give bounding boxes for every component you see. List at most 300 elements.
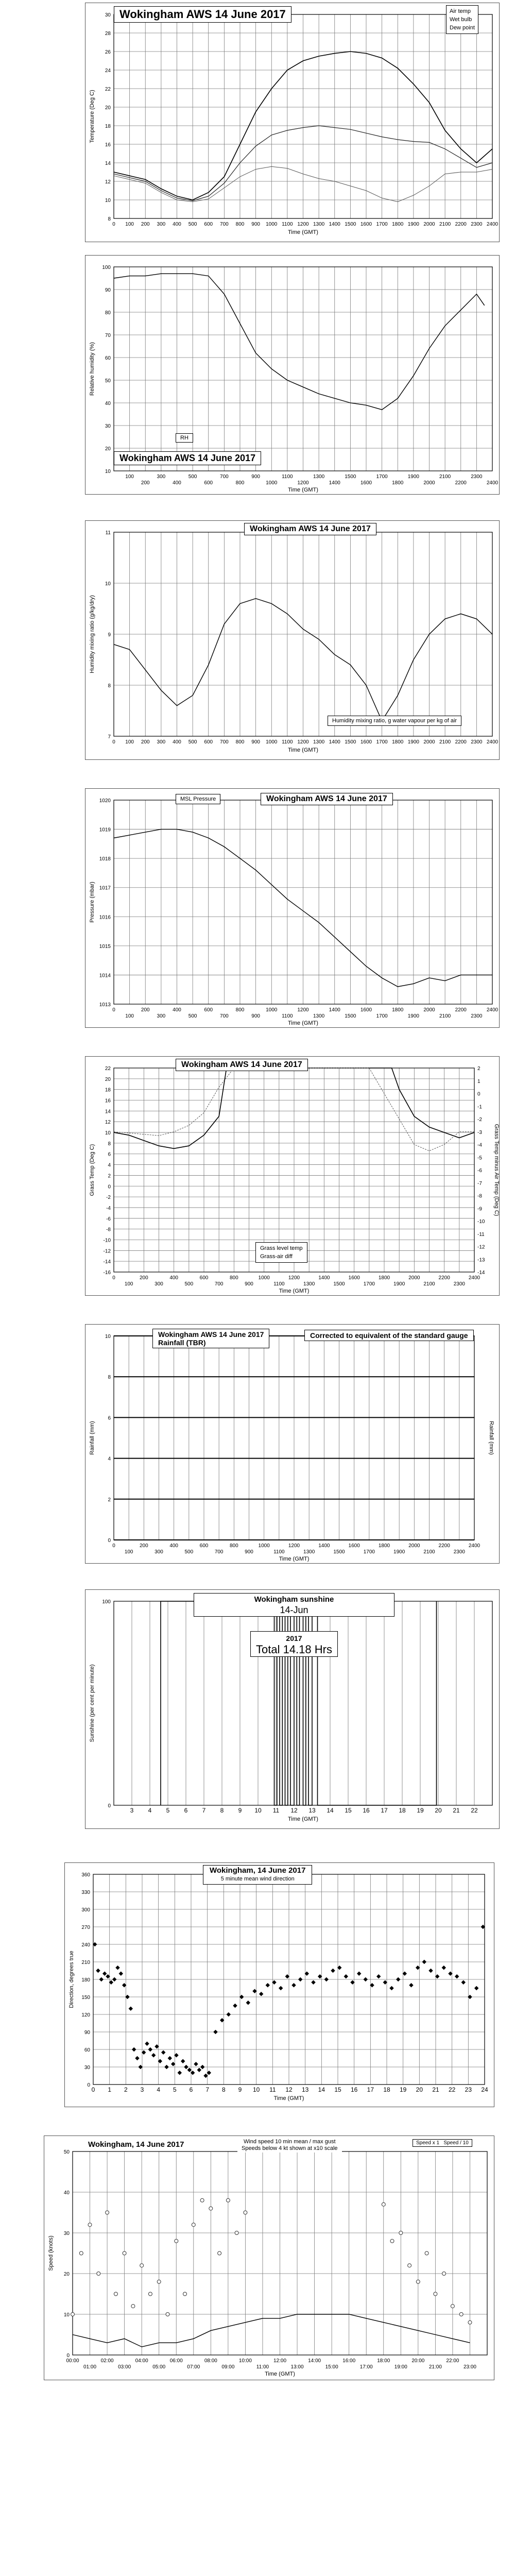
pressure-chart-title: Wokingham AWS 14 June 2017 (261, 793, 393, 805)
y-tick-label: 12 (105, 1120, 111, 1126)
x-tick-label: 2000 (423, 480, 435, 486)
x-tick-label: 10:00 (238, 2358, 252, 2364)
x-tick-label: 1600 (360, 739, 372, 745)
direction-point (96, 1969, 100, 1973)
y-right-tick-label: -7 (477, 1180, 482, 1187)
direction-point (161, 2050, 165, 2054)
y-tick-label: 60 (105, 355, 111, 361)
y-tick-label: 40 (63, 2190, 70, 2196)
x-tick-label: 1500 (345, 222, 356, 227)
y-tick-label: 28 (105, 31, 111, 37)
x-tick-label: 0 (112, 1275, 115, 1281)
x-tick-label: 500 (188, 474, 197, 480)
y-tick-label: 10 (105, 469, 111, 474)
y-tick-label: 20 (105, 446, 111, 452)
x-tick-label: 400 (173, 222, 181, 227)
x-tick-label: 100 (125, 739, 134, 745)
y-tick-label: 4 (108, 1162, 111, 1168)
x-tick-label: 2400 (468, 1275, 480, 1281)
rainfall-subtitle: Rainfall (TBR) (158, 1338, 206, 1347)
x-tick-label: 200 (141, 1007, 150, 1013)
x-tick-label: 05:00 (152, 2364, 166, 2370)
y-tick-label: 50 (63, 2149, 70, 2155)
y-tick-label: 20 (63, 2272, 70, 2277)
direction-point (324, 1977, 329, 1981)
x-tick-label: 22:00 (446, 2358, 459, 2364)
direction-point (151, 2053, 156, 2057)
x-tick-label: 1100 (273, 1281, 285, 1287)
x-tick-label: 12:00 (273, 2358, 287, 2364)
x-tick-label: 4 (148, 1807, 152, 1814)
x-tick-label: 1200 (297, 739, 309, 745)
x-axis-label: Time (GMT) (279, 1288, 310, 1294)
x-tick-label: 2000 (423, 222, 435, 227)
rainfall-title-line: Wokingham AWS 14 June 2017 (158, 1330, 264, 1338)
x-tick-label: 24 (481, 2086, 488, 2093)
wind-direction-chart (64, 1862, 494, 2107)
speed-div10-point (459, 2313, 463, 2316)
y-axis-label: Humidity mixing ratio (g/kg/dry) (89, 595, 95, 673)
x-tick-label: 800 (229, 1543, 238, 1549)
y-tick-label: 0 (87, 2082, 90, 2088)
direction-point (311, 1980, 315, 1984)
x-tick-label: 100 (125, 222, 134, 227)
x-tick-label: 1800 (392, 480, 404, 486)
y-axis-label: Pressure (mbar) (89, 882, 95, 923)
x-tick-label: 01:00 (83, 2364, 97, 2370)
relative-humidity-chart (85, 255, 500, 495)
x-tick-label: 1000 (266, 1007, 278, 1013)
x-tick-label: 7 (205, 2086, 210, 2093)
x-tick-label: 1400 (329, 480, 340, 486)
x-tick-label: 2300 (471, 474, 483, 480)
x-tick-label: 2400 (486, 739, 499, 745)
y-tick-label: 14 (105, 161, 111, 166)
y-tick-label: -12 (103, 1248, 111, 1255)
y-axis-label: Grass Temp (Deg C) (89, 1144, 95, 1196)
x-tick-label: 1600 (360, 222, 372, 227)
direction-point (99, 1977, 104, 1981)
x-tick-label: 1500 (333, 1549, 345, 1555)
wind-speed-chart (44, 2136, 494, 2380)
mixing-ratio-chart-title: Wokingham AWS 14 June 2017 (244, 523, 376, 535)
x-tick-label: 1000 (258, 1543, 270, 1549)
x-tick-label: 1900 (407, 222, 419, 227)
y-right-tick-label: -8 (477, 1193, 482, 1199)
x-tick-label: 22 (471, 1807, 478, 1814)
temperature-chart (85, 3, 500, 242)
rainfall-chart (85, 1324, 500, 1564)
x-tick-label: 1000 (266, 480, 278, 486)
x-tick-label: 1200 (297, 480, 309, 486)
y-tick-label: 4 (108, 1456, 111, 1462)
x-tick-label: 1400 (318, 1275, 330, 1281)
x-tick-label: 1400 (329, 1007, 340, 1013)
y-tick-label: 30 (63, 2231, 70, 2236)
x-tick-label: 10 (254, 1807, 262, 1814)
speed-div10-point (390, 2239, 394, 2243)
direction-point (168, 2056, 172, 2060)
y-tick-label: 18 (105, 124, 111, 129)
pressure-legend: MSL Pressure (176, 794, 220, 804)
speed-div10-point (131, 2304, 135, 2308)
x-tick-label: 700 (220, 474, 229, 480)
temperature-legend (446, 5, 478, 34)
y-tick-label: 180 (81, 1977, 90, 1983)
x-tick-label: 400 (173, 739, 181, 745)
x-tick-label: 1700 (376, 474, 388, 480)
y-tick-label: 10 (105, 581, 111, 587)
x-tick-label: 0 (112, 1007, 115, 1013)
y-tick-label: 1016 (99, 914, 111, 921)
direction-point (461, 1980, 466, 1984)
x-tick-label: 11 (272, 1807, 280, 1814)
x-tick-label: 1 (108, 2086, 112, 2093)
x-tick-label: 1300 (303, 1549, 315, 1555)
x-tick-label: 500 (188, 1013, 197, 1019)
x-tick-label: 1300 (313, 222, 325, 227)
x-tick-label: 6 (184, 1807, 188, 1814)
sunshine-total: Total 14.18 Hrs (256, 1643, 332, 1656)
speed-div10-point (399, 2231, 403, 2235)
x-tick-label: 02:00 (100, 2358, 114, 2364)
x-tick-label: 2100 (439, 474, 451, 480)
x-tick-label: 2200 (455, 739, 467, 745)
y-tick-label: 2 (108, 1173, 111, 1179)
y-axis-label: Relative humidity (%) (89, 342, 95, 396)
x-tick-label: 16:00 (342, 2358, 356, 2364)
direction-point (266, 1983, 270, 1987)
y-tick-label: 80 (105, 310, 111, 316)
y-axis-label: Direction, degrees true (68, 1951, 75, 2008)
y-right-tick-label: -14 (477, 1270, 485, 1276)
y-tick-label: 11 (105, 530, 111, 536)
x-tick-label: 1900 (407, 739, 419, 745)
x-tick-label: 22 (448, 2086, 456, 2093)
speed-div10-point (114, 2292, 117, 2296)
y-tick-label: 90 (105, 287, 111, 293)
x-tick-label: 400 (169, 1543, 179, 1549)
y-tick-label: 1014 (99, 973, 111, 979)
y-right-tick-label: -13 (477, 1257, 485, 1263)
y-tick-label: 6 (108, 1151, 111, 1158)
y-tick-label: 9 (108, 632, 111, 638)
direction-point (115, 1965, 119, 1970)
y-tick-label: 16 (105, 142, 111, 148)
x-tick-label: 20:00 (411, 2358, 425, 2364)
speed-div10-point (451, 2304, 454, 2308)
x-tick-label: 800 (235, 1007, 245, 1013)
x-tick-label: 3 (130, 1807, 134, 1814)
speed-div10-point (382, 2202, 385, 2206)
x-tick-label: 1700 (376, 222, 388, 227)
x-tick-label: 0 (112, 739, 115, 745)
x-tick-label: 700 (214, 1281, 224, 1287)
x-tick-label: 1100 (282, 739, 293, 745)
y-tick-label: 100 (102, 1599, 111, 1605)
y-right-tick-label: -9 (477, 1206, 482, 1212)
x-tick-label: 14 (318, 2086, 325, 2093)
x-tick-label: 2000 (423, 1007, 435, 1013)
x-tick-label: 1600 (348, 1275, 360, 1281)
x-tick-label: 2200 (438, 1275, 450, 1281)
wind-direction-plot (65, 1863, 495, 2108)
x-tick-label: 700 (220, 739, 229, 745)
y-tick-label: 30 (105, 423, 111, 429)
y-right-tick-label: -6 (477, 1168, 482, 1174)
x-tick-label: 1800 (392, 739, 404, 745)
x-tick-label: 1500 (345, 739, 356, 745)
y-tick-label: 30 (105, 12, 111, 18)
x-tick-label: 12 (290, 1807, 298, 1814)
y-tick-label: 270 (81, 1925, 90, 1930)
direction-point (279, 1986, 283, 1990)
direction-point (344, 1974, 348, 1978)
y-tick-label: 1013 (99, 1002, 111, 1008)
x-tick-label: 1300 (303, 1281, 315, 1287)
x-tick-label: 2300 (471, 739, 483, 745)
x-tick-label: 2300 (471, 222, 483, 227)
x-tick-label: 23 (465, 2086, 472, 2093)
speed-div10-point (226, 2198, 230, 2202)
grass-legend (255, 1242, 307, 1263)
x-tick-label: 20 (416, 2086, 423, 2093)
speed-div10-point (123, 2251, 126, 2255)
speed-div10-point (218, 2251, 221, 2255)
x-tick-label: 2200 (438, 1543, 450, 1549)
x-tick-label: 17:00 (359, 2364, 373, 2370)
x-tick-label: 15 (345, 1807, 352, 1814)
x-tick-label: 400 (173, 1007, 181, 1013)
x-tick-label: 600 (199, 1543, 209, 1549)
direction-point (331, 1969, 335, 1973)
speed-div10-point (200, 2198, 204, 2202)
y-tick-label: 1019 (99, 827, 111, 833)
y-tick-label: 8 (108, 216, 111, 222)
y-tick-label: 8 (108, 683, 111, 689)
speed-div10-point (148, 2292, 152, 2296)
x-tick-label: 9 (238, 2086, 242, 2093)
direction-point (442, 1965, 446, 1970)
x-tick-label: 700 (220, 222, 229, 227)
x-tick-label: 700 (220, 1013, 229, 1019)
speed-div10-point (425, 2251, 428, 2255)
sunshine-title: Wokingham sunshine (254, 1595, 334, 1604)
speed-div10-point (192, 2223, 195, 2227)
x-tick-label: 900 (251, 1013, 260, 1019)
rainfall-chart-title (152, 1329, 269, 1348)
speed-div10-point (209, 2207, 213, 2210)
wind-speed-legend (413, 2139, 472, 2147)
legend-dew-point: Dew point (450, 25, 475, 31)
y-tick-label: 1017 (99, 885, 111, 891)
legend-grass-level-temp: Grass level temp (260, 1245, 303, 1251)
direction-point (376, 1974, 381, 1978)
x-tick-label: 1800 (392, 222, 404, 227)
y-tick-label: 330 (81, 1890, 90, 1895)
x-tick-label: 18:00 (377, 2358, 390, 2364)
x-tick-label: 3 (140, 2086, 144, 2093)
x-tick-label: 1700 (363, 1549, 375, 1555)
y-tick-label: 14 (105, 1109, 111, 1115)
direction-point (474, 1986, 478, 1990)
x-tick-label: 00:00 (66, 2358, 79, 2364)
x-tick-label: 19:00 (394, 2364, 407, 2370)
y-tick-label: 0 (108, 1803, 111, 1809)
x-tick-label: 5 (173, 2086, 177, 2093)
direction-point (102, 1971, 107, 1975)
x-tick-label: 1400 (329, 222, 340, 227)
temperature-plot (85, 3, 500, 243)
x-axis-label: Time (GMT) (273, 2095, 304, 2102)
direction-point (145, 2041, 149, 2045)
x-tick-label: 1400 (329, 739, 340, 745)
y-right-tick-label: -12 (477, 1244, 485, 1250)
direction-point (396, 1977, 400, 1981)
direction-point (129, 2006, 133, 2010)
y-tick-label: 18 (105, 1087, 111, 1093)
x-tick-label: 1600 (360, 480, 372, 486)
x-tick-label: 10 (252, 2086, 260, 2093)
x-tick-label: 500 (184, 1281, 194, 1287)
x-tick-label: 600 (204, 480, 213, 486)
x-tick-label: 300 (157, 222, 166, 227)
x-tick-label: 2 (124, 2086, 128, 2093)
x-tick-label: 2100 (439, 222, 451, 227)
x-tick-label: 500 (188, 222, 197, 227)
rh-legend: RH (176, 433, 193, 443)
x-axis-label: Time (GMT) (288, 1020, 318, 1026)
x-tick-label: 15 (334, 2086, 341, 2093)
y-tick-label: 20 (105, 1076, 111, 1082)
speed-div10-point (140, 2264, 144, 2267)
sunshine-year: 2017 (286, 1634, 302, 1642)
x-tick-label: 2100 (423, 1549, 435, 1555)
x-tick-label: 300 (157, 739, 166, 745)
y-right-tick-label: -10 (477, 1219, 485, 1225)
x-tick-label: 2200 (455, 1007, 467, 1013)
y-tick-label: 210 (81, 1960, 90, 1965)
x-axis-label: Time (GMT) (288, 487, 318, 493)
x-tick-label: 2100 (439, 1013, 451, 1019)
y-tick-label: 90 (84, 2030, 90, 2036)
mixing-ratio-chart (85, 520, 500, 760)
y-tick-label: 240 (81, 1942, 90, 1948)
sunshine-title-box (194, 1593, 394, 1617)
x-tick-label: 600 (204, 739, 213, 745)
y-tick-label: 26 (105, 49, 111, 55)
x-tick-label: 2100 (439, 739, 451, 745)
x-tick-label: 4 (157, 2086, 161, 2093)
speed-div10-point (244, 2211, 247, 2214)
y-tick-label: 22 (105, 87, 111, 92)
y-tick-label: 8 (108, 1375, 111, 1381)
speed-div10-point (106, 2211, 109, 2214)
x-tick-label: 13 (301, 2086, 309, 2093)
x-tick-label: 1200 (297, 222, 309, 227)
x-tick-label: 1400 (318, 1543, 330, 1549)
x-tick-label: 2200 (455, 480, 467, 486)
y-tick-label: 360 (81, 1872, 90, 1878)
y-tick-label: -2 (106, 1195, 111, 1201)
y-tick-label: 12 (105, 179, 111, 185)
x-tick-label: 12 (285, 2086, 293, 2093)
x-tick-label: 13 (308, 1807, 316, 1814)
x-tick-label: 100 (125, 474, 134, 480)
x-axis-label: Time (GMT) (288, 747, 318, 753)
y-tick-label: 100 (102, 265, 111, 270)
x-tick-label: 07:00 (187, 2364, 200, 2370)
x-tick-label: 800 (235, 222, 245, 227)
wind-direction-title-box (203, 1865, 312, 1885)
x-tick-label: 200 (139, 1275, 148, 1281)
direction-point (112, 1977, 116, 1981)
y-tick-label: 10 (105, 198, 111, 204)
direction-point (259, 1992, 263, 1996)
x-tick-label: 800 (229, 1275, 238, 1281)
speed-div10-point (88, 2223, 92, 2227)
x-tick-label: 6 (189, 2086, 193, 2093)
rainfall-plot (85, 1325, 500, 1564)
y-tick-label: 0 (108, 1184, 111, 1190)
x-tick-label: 18 (399, 1807, 406, 1814)
wind-speed-plot (44, 2136, 495, 2381)
x-tick-label: 1000 (258, 1275, 270, 1281)
wind-speed-subtitle: Wind speed 10 min mean / max gust (243, 2139, 336, 2145)
direction-point (357, 1971, 361, 1975)
y-tick-label: 1020 (99, 798, 111, 804)
x-tick-label: 1800 (378, 1543, 390, 1549)
y-tick-label: 1018 (99, 856, 111, 862)
x-tick-label: 21:00 (428, 2364, 442, 2370)
y-tick-label: -8 (106, 1227, 111, 1233)
y-axis-label: Speed (knots) (48, 2235, 54, 2271)
sunshine-plot (85, 1590, 500, 1829)
x-tick-label: 900 (245, 1281, 253, 1287)
x-tick-label: 2100 (423, 1281, 435, 1287)
series-rh (114, 274, 485, 410)
sunshine-date: 14-Jun (280, 1605, 308, 1615)
direction-point (428, 1969, 433, 1973)
x-tick-label: 300 (154, 1281, 163, 1287)
x-tick-label: 200 (141, 739, 150, 745)
x-tick-label: 03:00 (118, 2364, 131, 2370)
y-right-axis-label: Grass Temp minus Air Temp (Deg C) (493, 1124, 500, 1216)
x-tick-label: 200 (141, 480, 150, 486)
x-tick-label: 1200 (288, 1543, 300, 1549)
y-right-tick-label: -11 (477, 1231, 485, 1238)
relative-humidity-chart-title: Wokingham AWS 14 June 2017 (114, 451, 261, 465)
y-tick-label: -4 (106, 1205, 111, 1211)
direction-point (194, 2062, 198, 2066)
mixing-ratio-legend: Humidity mixing ratio, g water vapour per kg of air (328, 716, 461, 726)
wind-direction-title: Wokingham, 14 June 2017 (210, 1866, 306, 1875)
direction-point (119, 1971, 123, 1975)
x-tick-label: 900 (251, 739, 260, 745)
x-tick-label: 1300 (313, 1013, 325, 1019)
speed-div10-point (468, 2320, 472, 2324)
x-tick-label: 2300 (453, 1549, 465, 1555)
x-tick-label: 1800 (392, 1007, 404, 1013)
x-tick-label: 200 (139, 1543, 148, 1549)
x-tick-label: 1100 (273, 1549, 285, 1555)
y-right-tick-label: -4 (477, 1142, 482, 1148)
x-tick-label: 13:00 (290, 2364, 304, 2370)
y-right-tick-label: 0 (477, 1091, 480, 1097)
speed-div10-point (157, 2280, 161, 2283)
x-tick-label: 0 (112, 1543, 115, 1549)
direction-point (227, 2012, 231, 2016)
